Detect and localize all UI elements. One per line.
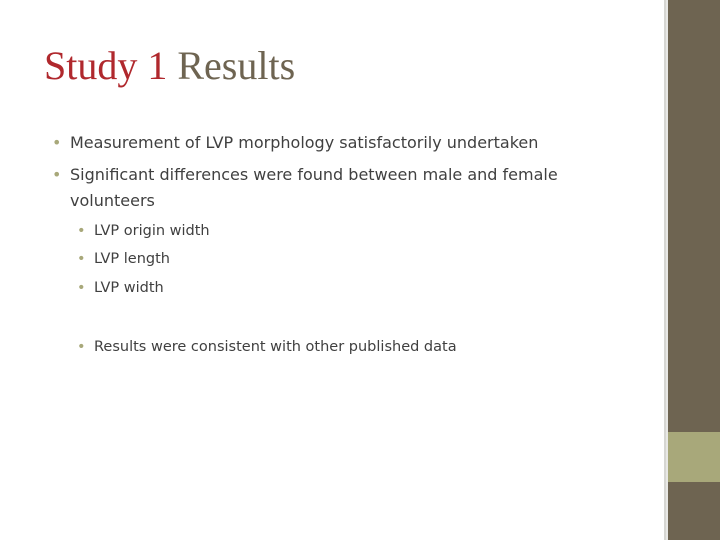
bullet-marker-icon: • <box>52 165 62 184</box>
bullet-item <box>52 162 642 214</box>
bullet-text: Measurement of LVP morphology satisfactorily undertaken <box>70 133 539 152</box>
decorative-side-accent <box>668 432 720 482</box>
bullet-text: Significant differences were found between male and female volunteers <box>70 165 558 210</box>
bullet-item <box>52 130 642 156</box>
bullet-text: LVP width <box>94 280 164 296</box>
sub-bullet-item <box>77 274 637 302</box>
slide-title-part2: Results <box>177 43 296 88</box>
bullet-text: LVP origin width <box>94 223 210 239</box>
sub-bullet-item <box>77 333 637 361</box>
bullet-text: LVP length <box>94 251 170 267</box>
bullet-marker-icon: • <box>77 280 86 296</box>
bullet-marker-icon: • <box>77 339 86 355</box>
sub-bullet-item <box>77 217 637 245</box>
slide-title-part1: Study 1 <box>44 43 168 88</box>
bullet-text: Results were consistent with other published data <box>94 339 457 355</box>
bullet-marker-icon: • <box>77 223 86 239</box>
bullet-marker-icon: • <box>52 133 62 152</box>
sub-bullet-item <box>77 245 637 273</box>
bullet-marker-icon: • <box>77 251 86 267</box>
slide-title <box>44 44 295 88</box>
